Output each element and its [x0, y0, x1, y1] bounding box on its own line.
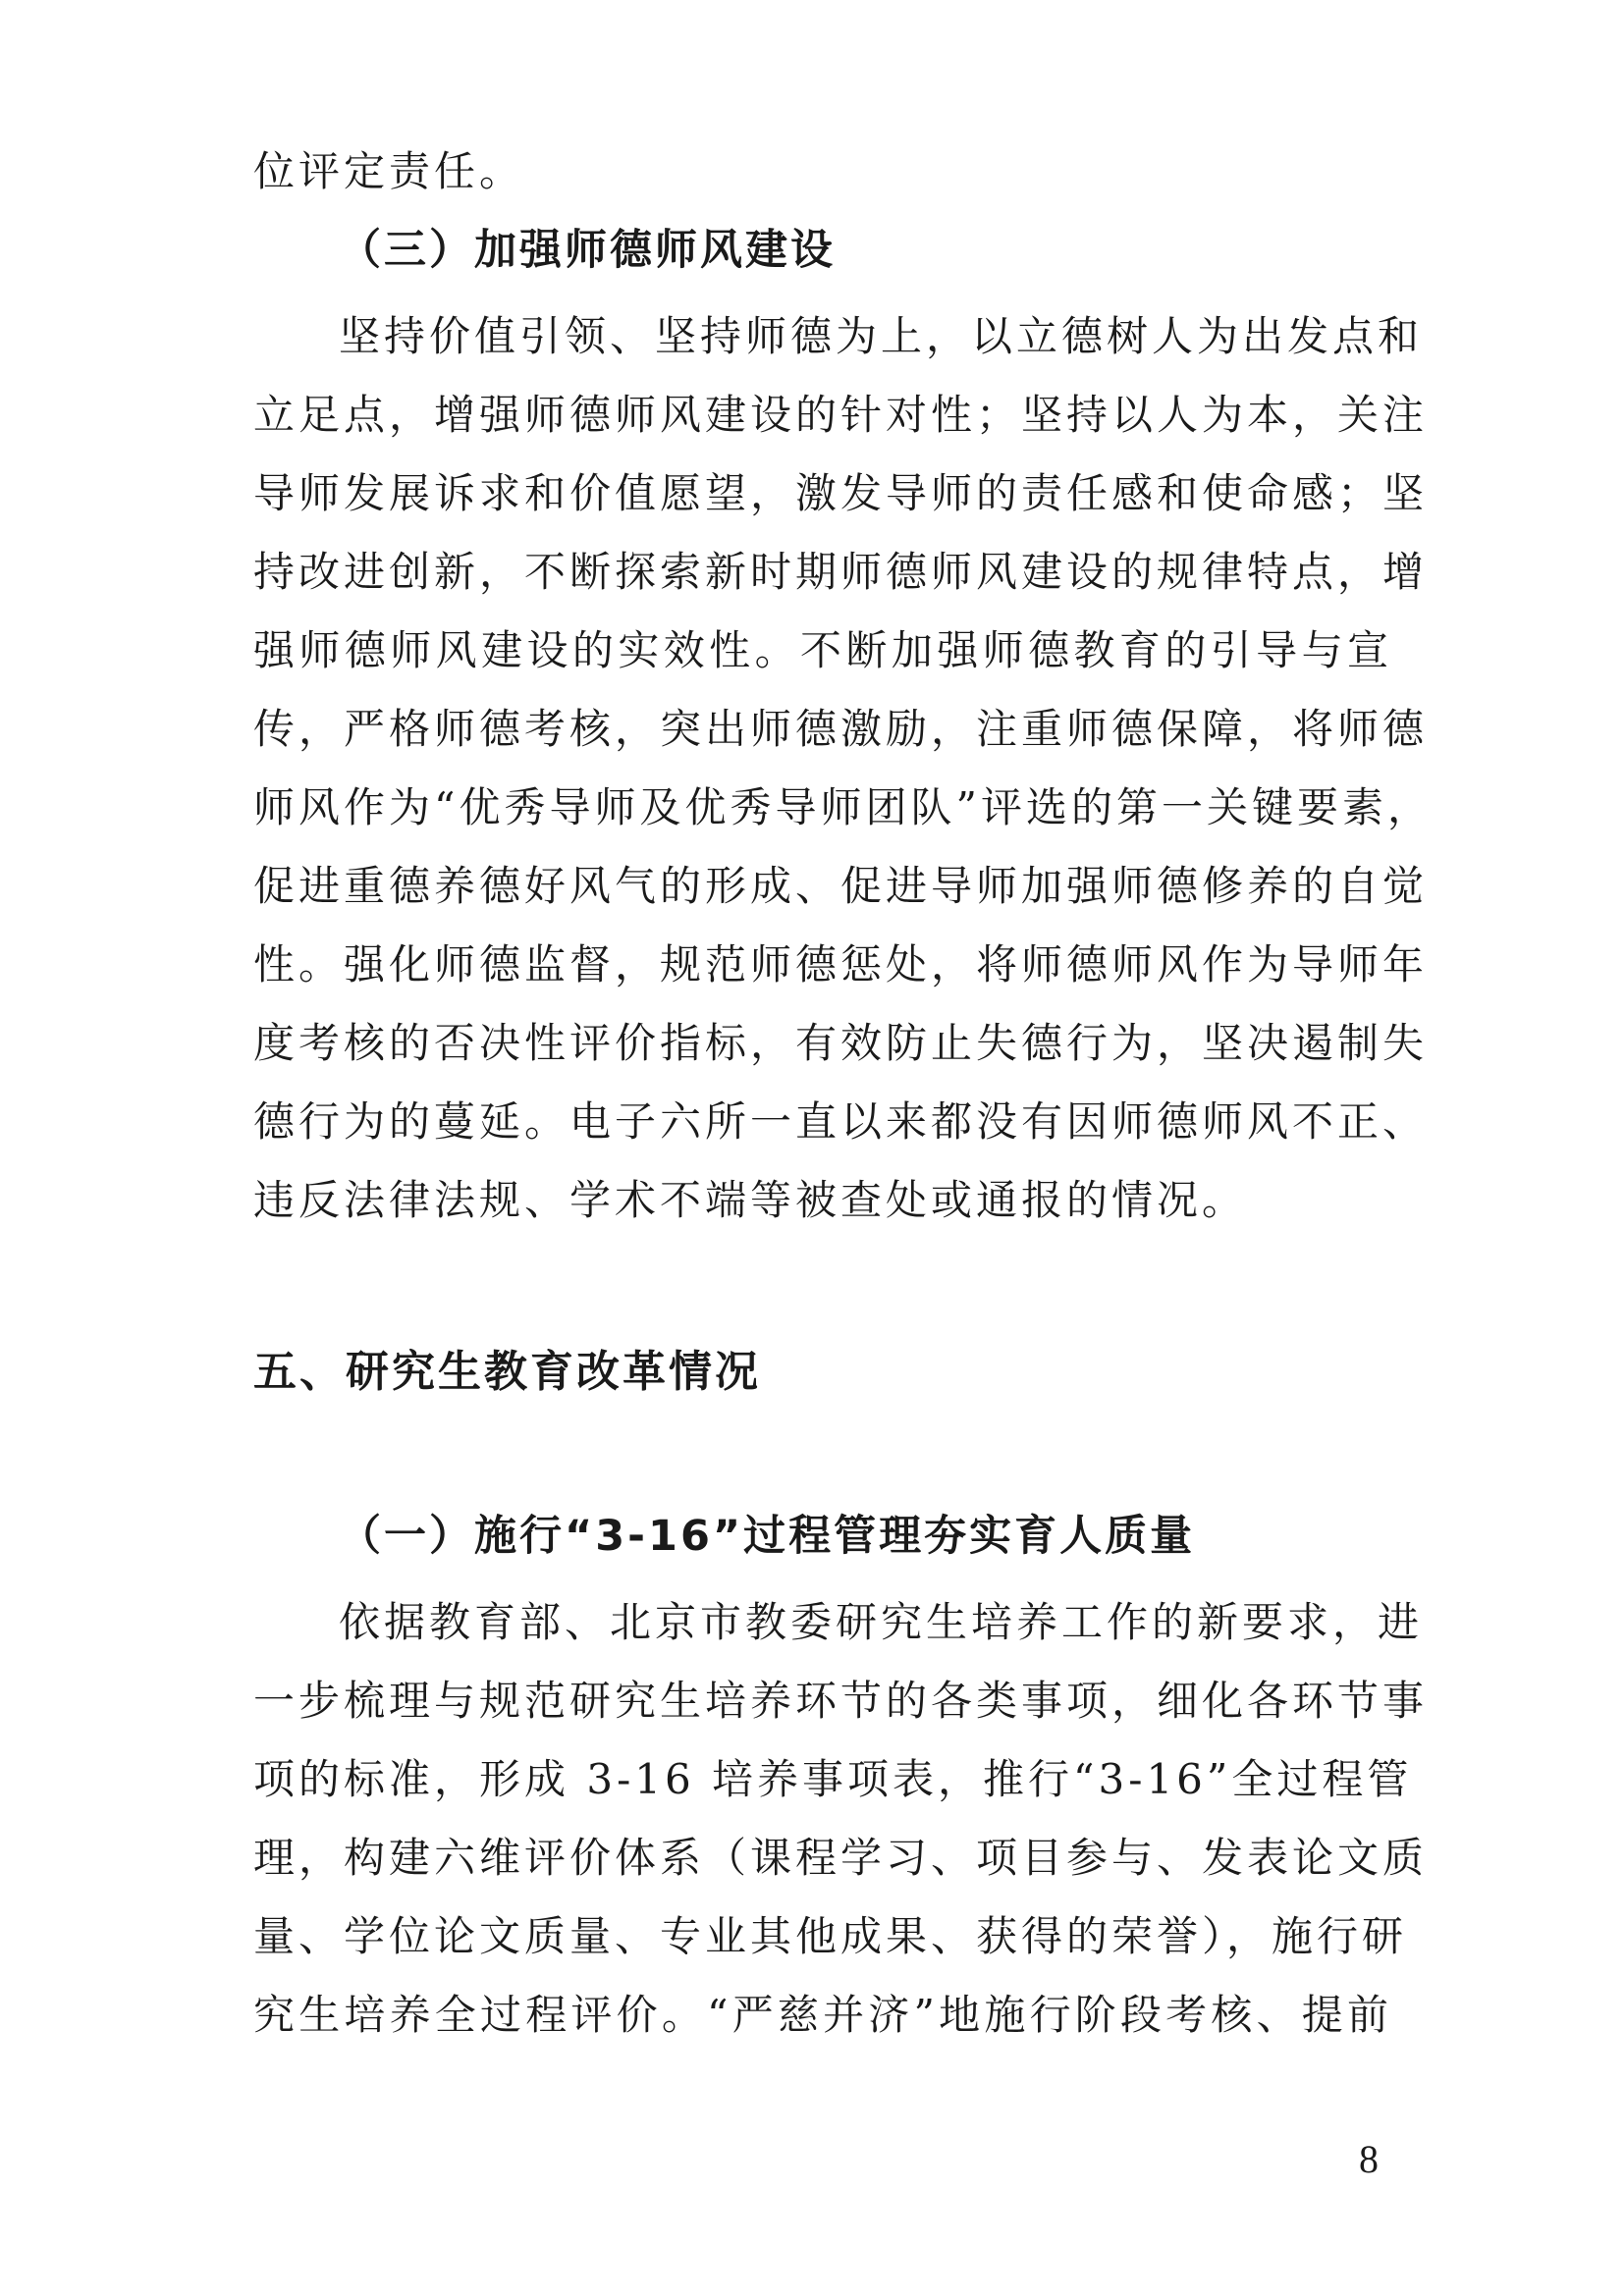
paragraph-line: 师风作为“优秀导师及优秀导师团队”评选的第一关键要素，	[253, 783, 1433, 831]
section-heading-teacher-ethics: （三）加强师德师风建设	[339, 226, 836, 275]
paragraph-line: 强师德师风建设的实效性。不断加强师德教育的引导与宣	[253, 626, 1392, 674]
page-number: 8	[1359, 2137, 1379, 2181]
paragraph-line: 度考核的否决性评价指标，有效防止失德行为，坚决遏制失	[253, 1019, 1429, 1067]
paragraph-line: 导师发展诉求和价值愿望，激发导师的责任感和使命感；坚	[253, 469, 1429, 517]
paragraph-line: 项的标准，形成 3-16 培养事项表，推行“3-16”全过程管	[253, 1755, 1413, 1803]
paragraph-line: 量、学位论文质量、专业其他成果、获得的荣誉），施行研	[253, 1912, 1408, 1960]
paragraph-line: 促进重德养德好风气的形成、促进导师加强师德修养的自觉	[253, 862, 1429, 910]
paragraph-line: 理，构建六维评价体系（课程学习、项目参与、发表论文质	[253, 1834, 1429, 1882]
paragraph-line: 持改进创新，不断探索新时期师德师风建设的规律特点，增	[253, 548, 1429, 596]
chapter-heading-education-reform: 五、研究生教育改革情况	[253, 1347, 761, 1397]
paragraph-line: 德行为的蔓延。电子六所一直以来都没有因师德师风不正、	[253, 1097, 1429, 1146]
section-heading-process-management: （一）施行“3-16”过程管理夯实育人质量	[339, 1512, 1196, 1561]
paragraph-line: 性。强化师德监督，规范师德惩处，将师德师风作为导师年	[253, 940, 1429, 988]
paragraph-line: 一步梳理与规范研究生培养环节的各类事项，细化各环节事	[253, 1677, 1429, 1725]
paragraph-line: 坚持价值引领、坚持师德为上，以立德树人为出发点和	[339, 312, 1424, 360]
paragraph-line: 究生培养全过程评价。“严慈并济”地施行阶段考核、提前	[253, 1991, 1392, 2039]
paragraph-line: 立足点，增强师德师风建设的针对性；坚持以人为本，关注	[253, 391, 1429, 439]
paragraph-line: 位评定责任。	[253, 147, 525, 195]
paragraph-line: 依据教育部、北京市教委研究生培养工作的新要求，进	[339, 1598, 1424, 1646]
paragraph-line: 违反法律法规、学术不端等被查处或通报的情况。	[253, 1176, 1248, 1224]
paragraph-line: 传，严格师德考核，突出师德激励，注重师德保障，将师德	[253, 705, 1429, 753]
